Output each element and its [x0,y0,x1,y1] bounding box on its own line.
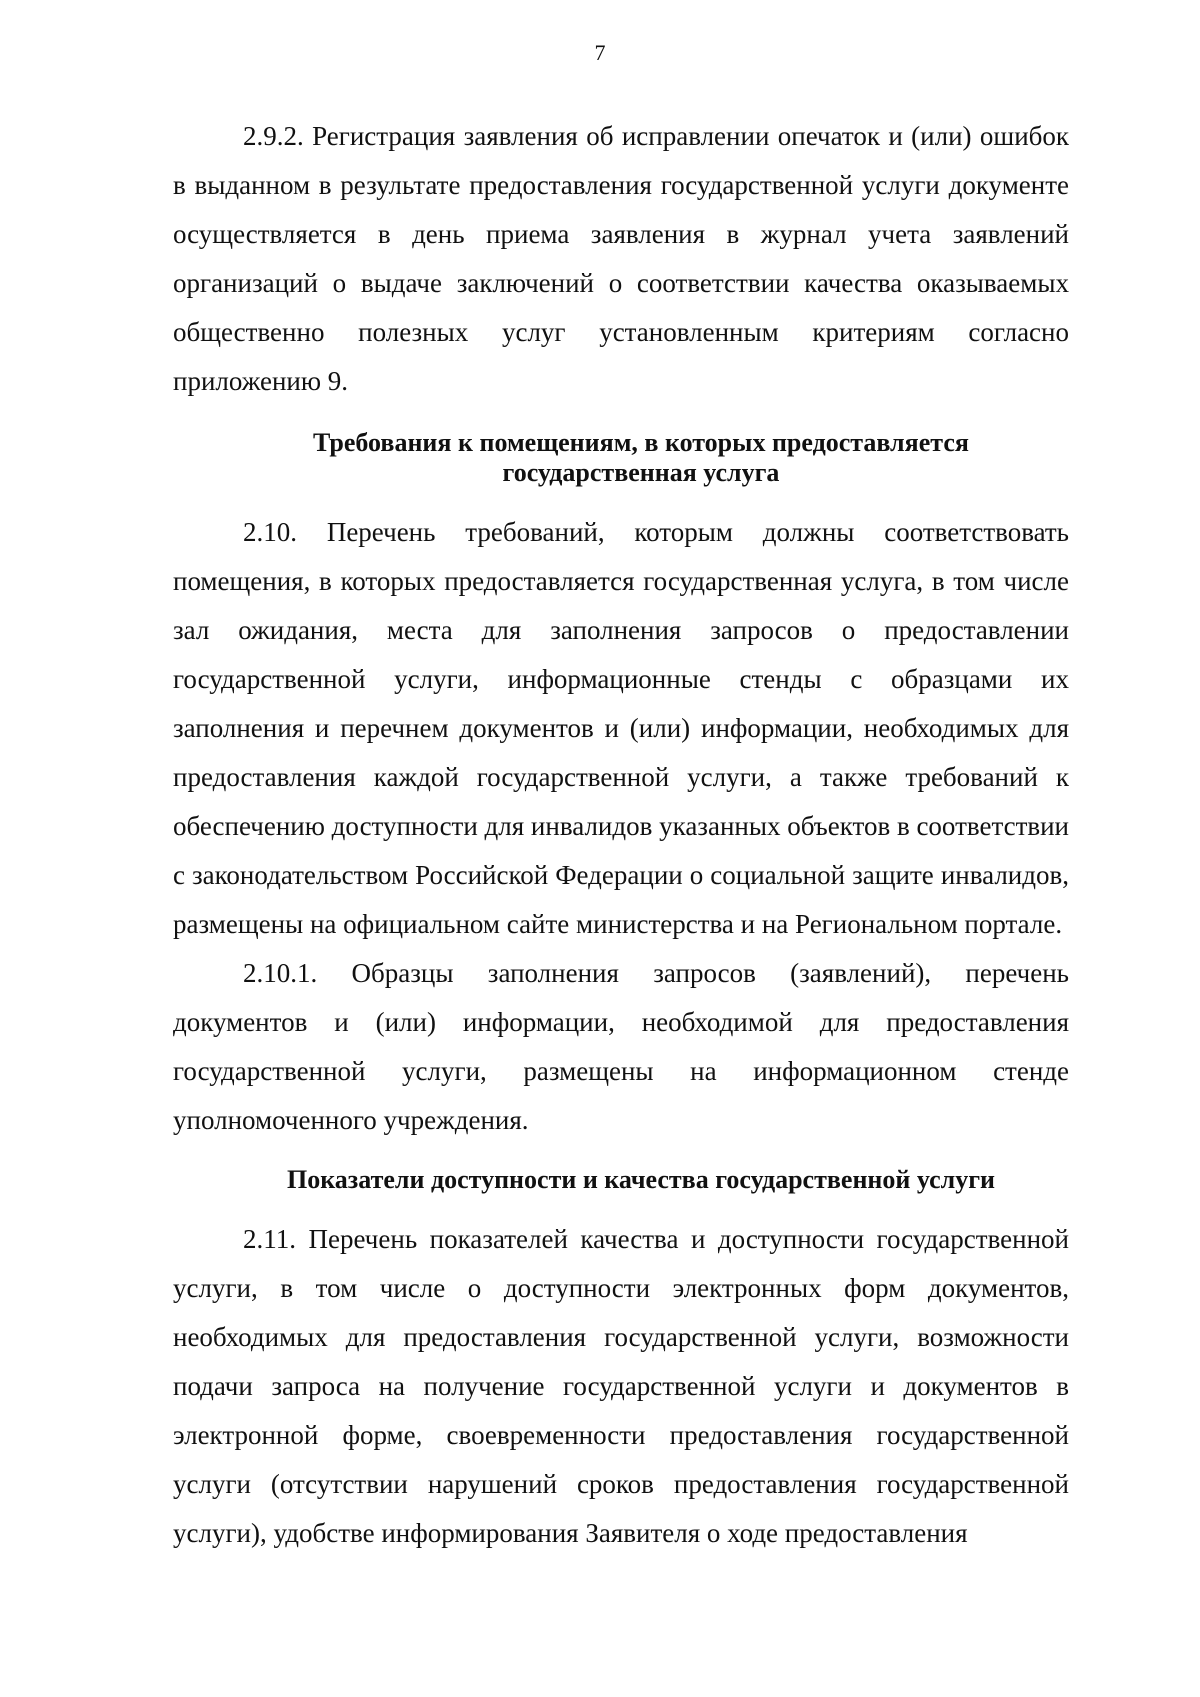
page-number: 7 [594,40,606,65]
section-heading-premises [173,428,1069,488]
section-heading-indicators: Показатели доступности и качества государственной услуги [286,1165,996,1194]
heading-line-1: Требования к помещениям, в которых предоставляется [313,428,969,457]
spacer [173,488,1069,508]
spacer [173,406,1069,428]
spacer [173,1145,1069,1165]
paragraph-2-10: 2.10. Перечень требований, которым должны соответствовать помещения, в которых предоставляется государственная услуга, в том числе зал ожидания, места для заполнения запросов о предоставлении государственной услуги, информационные стенды с образцами их заполнения и перечнем документов и (или) информации, необходимых для предоставления каждой государственной услуги, а также требований к обеспечению доступности для инвалидов указанных объектов в соответствии с законодательством Российской Федерации о социальной защите инвалидов, размещены на официальном сайте министерства и на Региональном портале. [173,517,1070,939]
paragraph-2-11: 2.11. Перечень показателей качества и доступности государственной услуги, в том числе о доступности электронных форм документов, необходимых для предоставления государственной услуги, возможности подачи запроса на получение государственной услуги и документов в электронной форме, своевременности предоставления государственной услуги (отсутствии нарушений сроков предоставления государственной услуги), удобстве информирования Заявителя о ходе предоставления [173,1224,1069,1548]
heading-line-2: государственная услуга [502,458,780,487]
paragraph-2-9-2: 2.9.2. Регистрация заявления об исправлении опечаток и (или) ошибок в выданном в результате предоставления государственной услуги документе осуществляется в день приема заявления в журнал учета заявлений организаций о выдаче заключений о соответствии качества оказываемых общественно полезных услуг установленным критериям согласно приложению 9. [173,121,1069,396]
spacer [173,1195,1069,1215]
document-body [173,112,1069,1558]
paragraph-2-10-1: 2.10.1. Образцы заполнения запросов (заявлений), перечень документов и (или) информации, необходимой для предоставления государственной услуги, размещены на информационном стенде уполномоченного учреждения. [173,958,1069,1135]
